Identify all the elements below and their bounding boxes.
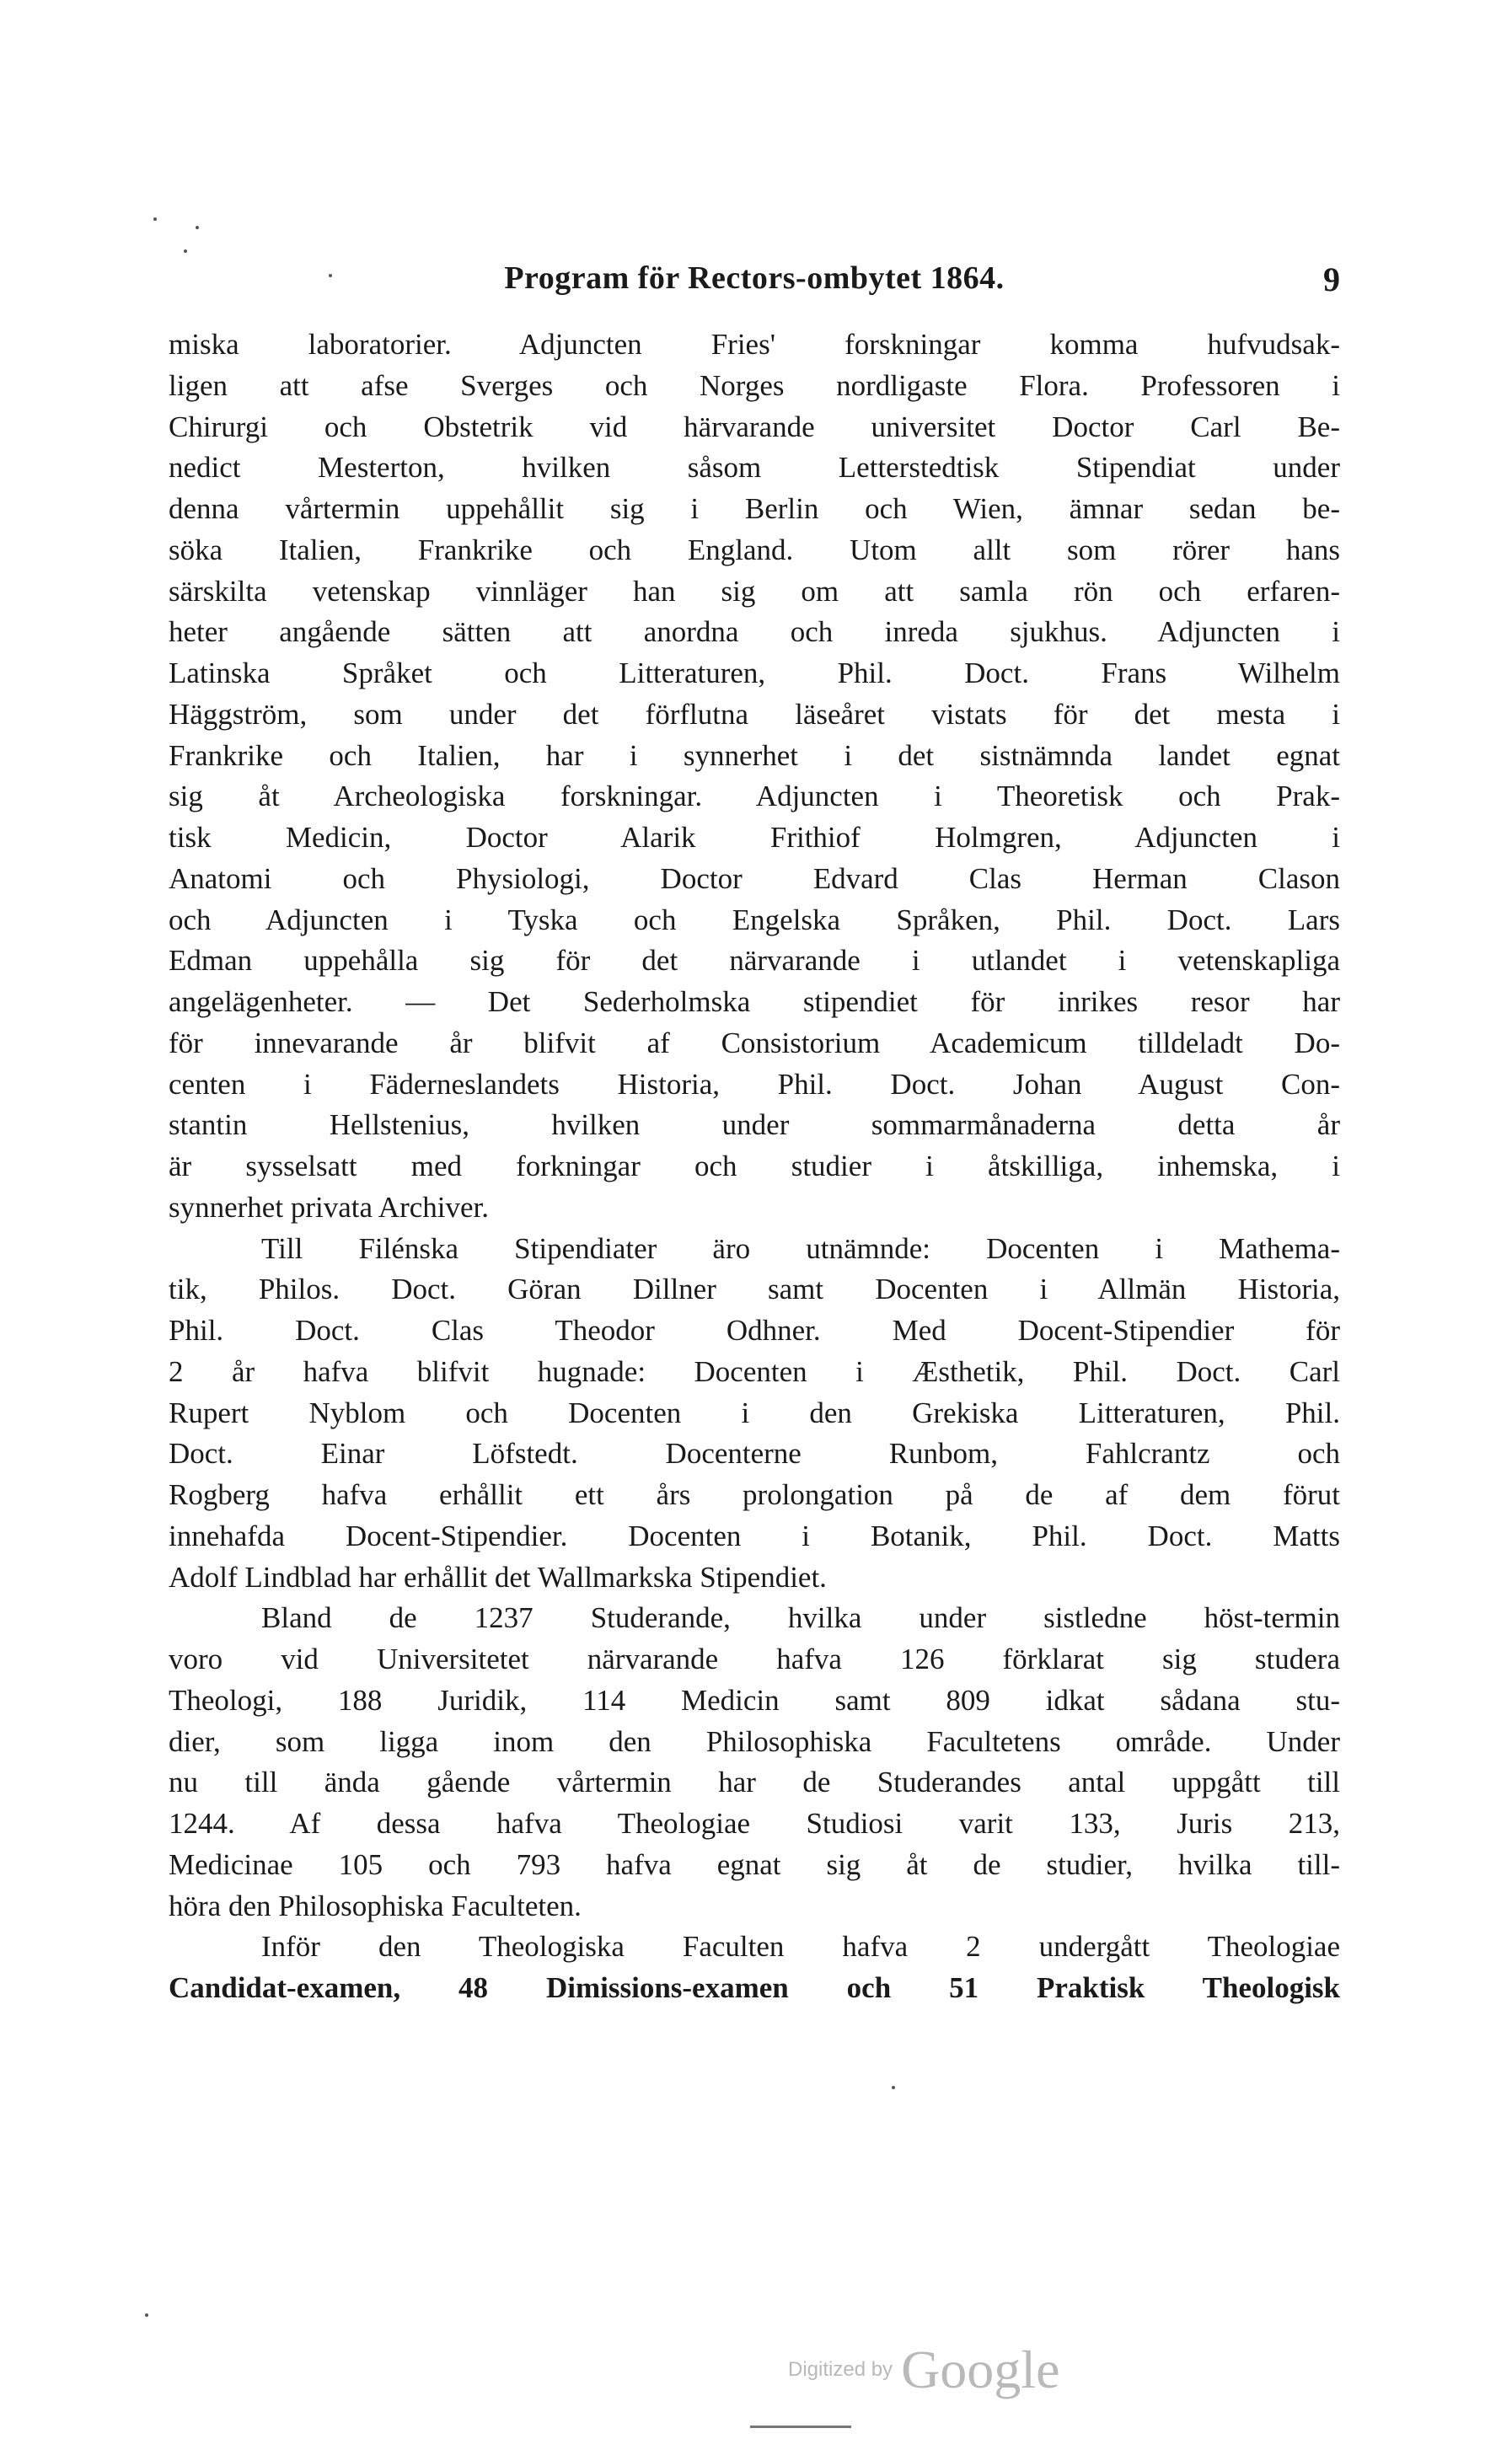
text-line: angelägenheter. — Det Sederholmska stipendiet för inrikes resor har bbox=[169, 985, 1340, 1018]
text-line: är sysselsatt med forkningar och studier i åtskilliga, inhemska, i bbox=[169, 1150, 1340, 1182]
speck-mark bbox=[153, 217, 157, 221]
text-line: Rogberg hafva erhållit ett års prolongation på de af dem förut bbox=[169, 1478, 1340, 1511]
speck-mark bbox=[196, 226, 199, 229]
text-line: 1244. Af dessa hafva Theologiae Studiosi varit 133, Juris 213, bbox=[169, 1807, 1340, 1840]
text-line: miska laboratorier. Adjuncten Fries' forskningar komma hufvudsak- bbox=[169, 328, 1340, 361]
text-line: centen i Fäderneslandets Historia, Phil. Doct. Johan August Con- bbox=[169, 1067, 1340, 1101]
text-line: Phil. Doct. Clas Theodor Odhner. Med Docent-Stipendier för bbox=[169, 1314, 1340, 1347]
watermark-brand: Google bbox=[901, 2340, 1060, 2399]
text-line: Chirurgi och Obstetrik vid härvarande universitet Doctor Carl Be- bbox=[169, 410, 1340, 443]
text-line: höra den Philosophiska Faculteten. bbox=[169, 1889, 582, 1922]
text-line: och Adjuncten i Tyska och Engelska Språken, Phil. Doct. Lars bbox=[169, 903, 1340, 936]
text-line: tisk Medicin, Doctor Alarik Frithiof Holmgren, Adjuncten i bbox=[169, 821, 1340, 854]
page-number: 9 bbox=[1323, 260, 1340, 298]
text-line: 2 år hafva blifvit hugnade: Docenten i Æsthetik, Phil. Doct. Carl bbox=[169, 1354, 1340, 1388]
speck-mark bbox=[184, 249, 187, 253]
text-line: dier, som ligga inom den Philosophiska Facultetens område. Under bbox=[169, 1724, 1340, 1758]
footer-rule bbox=[750, 2426, 851, 2428]
body-text bbox=[169, 324, 1340, 2009]
text-line: särskilta vetenskap vinnläger han sig om att samla rön och erfaren- bbox=[169, 574, 1340, 608]
text-line: Adolf Lindblad har erhållit det Wallmarkska Stipendiet. bbox=[169, 1560, 827, 1594]
text-line: nedict Mesterton, hvilken såsom Letterstedtisk Stipendiat under bbox=[169, 451, 1340, 485]
text-line: heter angående sätten att anordna och inreda sjukhus. Adjuncten i bbox=[169, 615, 1340, 649]
text-line: söka Italien, Frankrike och England. Utom allt som rörer hans bbox=[169, 533, 1340, 566]
text-line: Latinska Språket och Litteraturen, Phil. Doct. Frans Wilhelm bbox=[169, 657, 1340, 689]
text-line: synnerhet privata Archiver. bbox=[169, 1190, 490, 1224]
text-line: nu till ända gående vårtermin har de Studerandes antal uppgått till bbox=[169, 1766, 1340, 1799]
running-header bbox=[169, 260, 1340, 303]
text-line: tik, Philos. Doct. Göran Dillner samt Docenten i Allmän Historia, bbox=[169, 1273, 1340, 1306]
running-title: Program för Rectors-ombytet 1864. bbox=[504, 260, 1005, 296]
text-line: sig åt Archeologiska forskningar. Adjuncten i Theoretisk och Prak- bbox=[169, 780, 1340, 813]
text-line: denna vårtermin uppehållit sig i Berlin och Wien, ämnar sedan be- bbox=[169, 492, 1340, 525]
text-line: Häggström, som under det förflutna läseåret vistats för det mesta i bbox=[169, 697, 1340, 731]
text-line: Theologi, 188 Juridik, 114 Medicin samt 809 idkat sådana stu- bbox=[169, 1683, 1340, 1717]
text-line: Till Filénska Stipendiater äro utnämnde: Docenten i Mathema- bbox=[261, 1231, 1340, 1265]
text-line: Rupert Nyblom och Docenten i den Grekiska Litteraturen, Phil. bbox=[169, 1396, 1340, 1429]
text-line: Anatomi och Physiologi, Doctor Edvard Clas Herman Clason bbox=[169, 861, 1340, 895]
text-line: för innevarande år blifvit af Consistorium Academicum tilldeladt Do- bbox=[169, 1026, 1340, 1059]
text-line: stantin Hellstenius, hvilken under sommarmånaderna detta år bbox=[169, 1108, 1340, 1142]
digitized-watermark bbox=[788, 2339, 1059, 2401]
text-line: Medicinae 105 och 793 hafva egnat sig åt de studier, hvilka till- bbox=[169, 1847, 1340, 1881]
watermark-prefix: Digitized by bbox=[788, 2358, 893, 2381]
text-line: Inför den Theologiska Faculten hafva 2 undergått Theologiae bbox=[261, 1930, 1340, 1964]
text-line: Candidat-examen, 48 Dimissions-examen och 51 Praktisk Theologisk bbox=[169, 1971, 1340, 2004]
text-line: Bland de 1237 Studerande, hvilka under sistledne höst-termin bbox=[261, 1601, 1340, 1635]
text-line: ligen att afse Sverges och Norges nordligaste Flora. Professoren i bbox=[169, 368, 1340, 402]
speck-mark bbox=[145, 2313, 148, 2317]
text-line: Doct. Einar Löfstedt. Docenterne Runbom, Fahlcrantz och bbox=[169, 1437, 1340, 1471]
text-line: Edman uppehålla sig för det närvarande i utlandet i vetenskapliga bbox=[169, 944, 1340, 978]
text-line: voro vid Universitetet närvarande hafva 126 förklarat sig studera bbox=[169, 1643, 1340, 1675]
text-line: Frankrike och Italien, har i synnerhet i det sistnämnda landet egnat bbox=[169, 738, 1340, 772]
text-line: innehafda Docent-Stipendier. Docenten i Botanik, Phil. Doct. Matts bbox=[169, 1519, 1340, 1552]
speck-mark bbox=[892, 2086, 895, 2089]
